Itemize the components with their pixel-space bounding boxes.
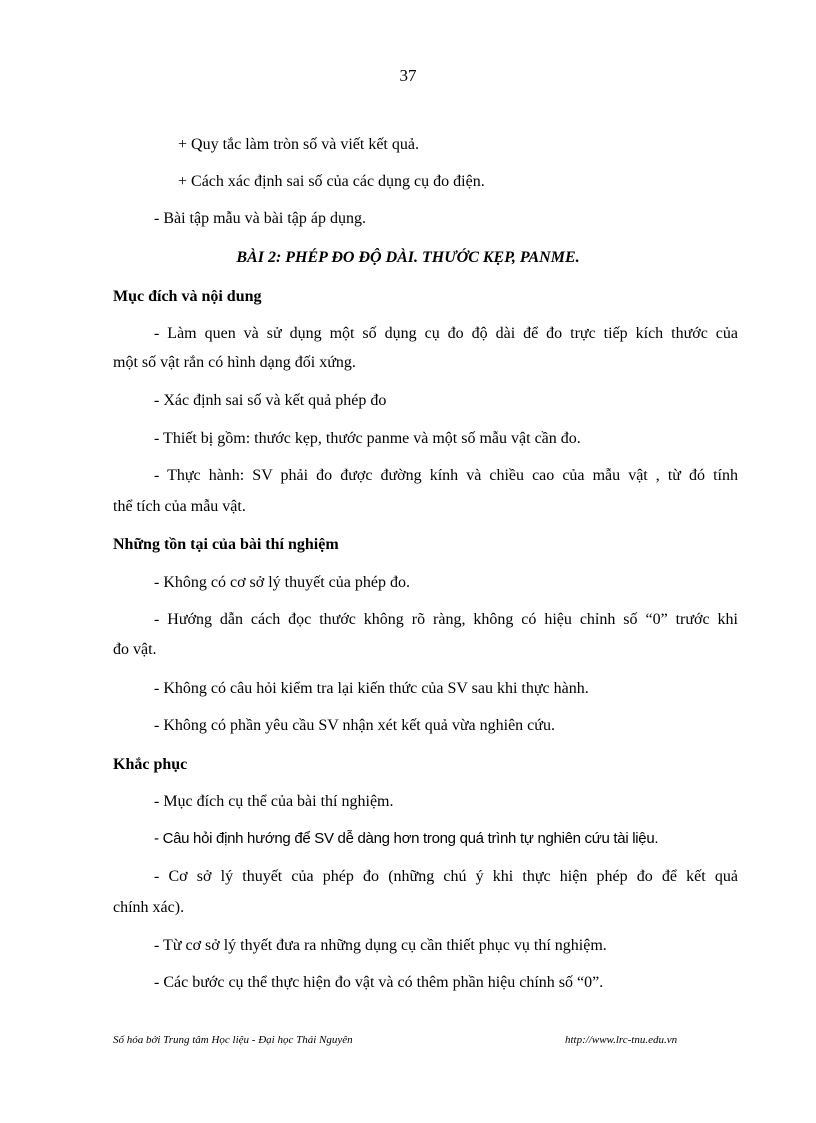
shortcomings-paragraph-3: - Không có câu hỏi kiểm tra lại kiến thức của SV sau khi thực hành.	[154, 680, 589, 697]
purpose-paragraph-2: - Xác định sai số và kết quả phép đo	[154, 392, 387, 409]
intro-item-exercises: - Bài tập mẫu và bài tập áp dụng.	[154, 210, 366, 227]
shortcomings-paragraph-2-line-1: - Hướng dẫn cách đọc thước không rõ ràng, không có hiệu chỉnh số “0” trước khi	[154, 611, 738, 628]
remedy-paragraph-2: - Câu hỏi định hướng để SV dễ dàng hơn trong quá trình tự nghiên cứu tài liệu.	[154, 830, 659, 847]
remedy-paragraph-5: - Các bước cụ thể thực hiện đo vật và có thêm phần hiệu chính số “0”.	[154, 974, 604, 991]
footer-digitized-by: Số hóa bởi Trung tâm Học liệu - Đại học Thái Nguyên	[113, 1034, 353, 1046]
footer-url: http://www.lrc-tnu.edu.vn	[565, 1034, 678, 1046]
shortcomings-paragraph-4: - Không có phần yêu cầu SV nhận xét kết quả vừa nghiên cứu.	[154, 717, 555, 734]
intro-item-error-determination: + Cách xác định sai số của các dụng cụ đo điện.	[178, 173, 485, 190]
remedy-paragraph-4: - Từ cơ sở lý thyết đưa ra những dụng cụ cần thiết phục vụ thí nghiệm.	[154, 937, 607, 954]
page-number: 37	[399, 66, 417, 85]
lesson-title: BÀI 2: PHÉP ĐO ĐỘ DÀI. THƯỚC KẸP, PANME.	[236, 249, 580, 266]
shortcomings-paragraph-1: - Không có cơ sở lý thuyết của phép đo.	[154, 574, 410, 591]
shortcomings-paragraph-2-line-2: đo vật.	[113, 641, 157, 658]
section-heading-remedy: Khắc phục	[113, 756, 188, 773]
remedy-paragraph-3-line-1: - Cơ sở lý thuyết của phép đo (những chú ý khi thực hiện phép đo để kết quả	[154, 868, 738, 885]
purpose-paragraph-3: - Thiết bị gồm: thước kẹp, thước panme và một số mẫu vật cần đo.	[154, 430, 581, 447]
purpose-paragraph-4-line-2: thể tích của mẫu vật.	[113, 498, 246, 515]
remedy-paragraph-1: - Mục đích cụ thể của bài thí nghiệm.	[154, 793, 394, 810]
purpose-paragraph-4-line-1: - Thực hành: SV phải đo được đường kính và chiều cao của mẫu vật , từ đó tính	[154, 467, 738, 484]
intro-item-rounding-rules: + Quy tắc làm tròn số và viết kết quả.	[178, 136, 419, 153]
section-heading-purpose: Mục đích và nội dung	[113, 288, 262, 305]
purpose-paragraph-1-line-1: - Làm quen và sử dụng một số dụng cụ đo độ dài để đo trực tiếp kích thước của	[154, 325, 738, 342]
section-heading-shortcomings: Những tồn tại của bài thí nghiệm	[113, 536, 339, 553]
remedy-paragraph-3-line-2: chính xác).	[113, 899, 185, 916]
purpose-paragraph-1-line-2: một số vật rắn có hình dạng đối xứng.	[113, 354, 356, 371]
